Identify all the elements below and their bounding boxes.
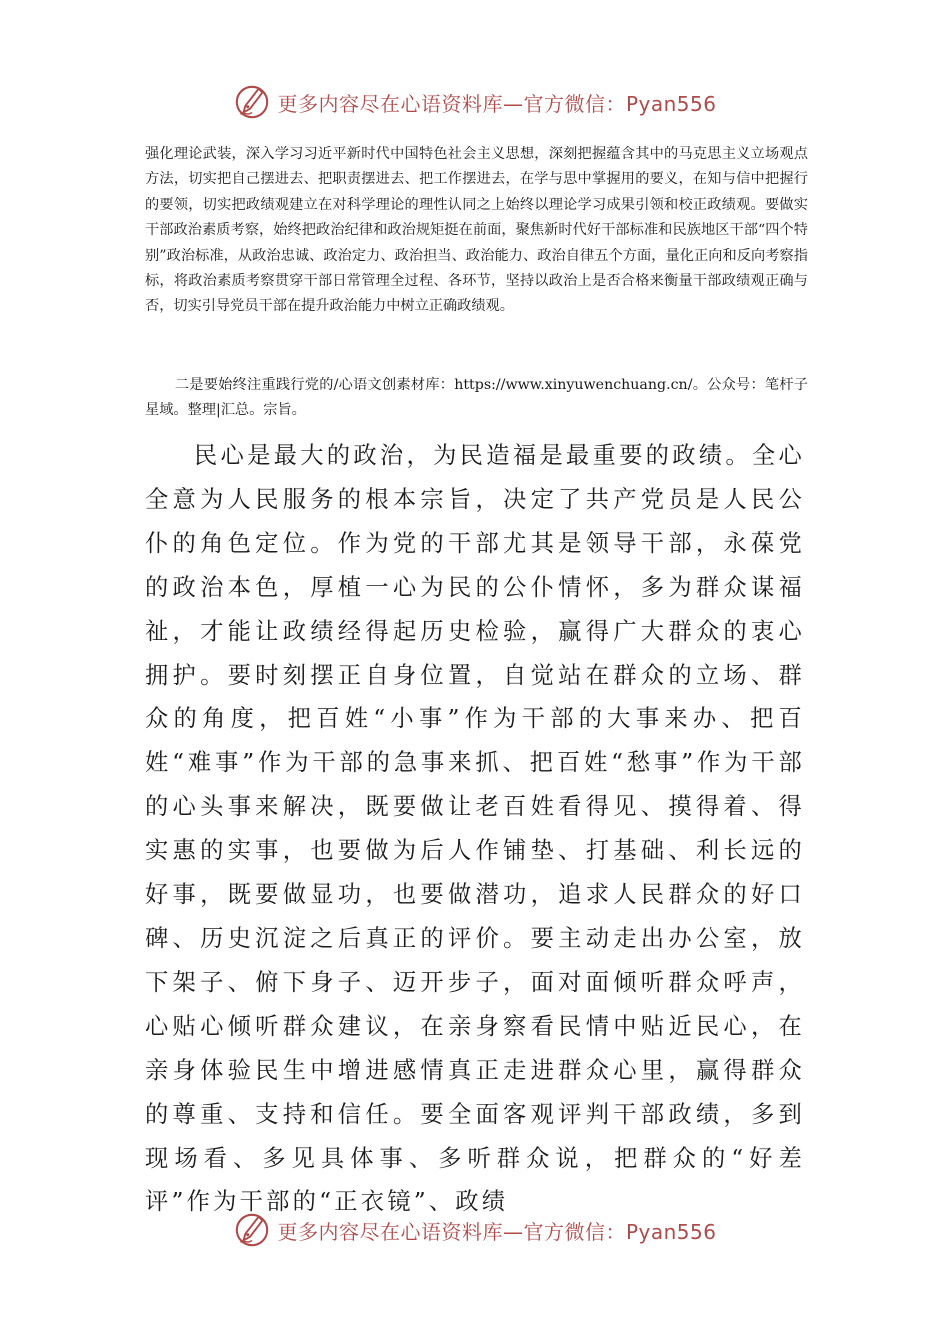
paragraph-heading-two: 二是要始终注重践行党的/心语文创素材库：https://www.xinyuwenchuang.cn/。公众号：笔杆子星域。整理|汇总。宗旨。 — [145, 377, 808, 419]
header-banner — [0, 80, 950, 124]
paragraph-people-politics: 民心是最大的政治，为民造福是最重要的政绩。全心全意为人民服务的根本宗旨，决定了共产党员是人民公仆的角色定位。作为党的干部尤其是领导干部，永葆党的政治本色，厚植一心为民的公仆情怀，多为群众谋福祉，才能让政绩经得起历史检验，赢得广大群众的衷心拥护。要时刻摆正自身位置，自觉站在群众的立场、群众的角度，把百姓“小事”作为干部的大事来办、把百姓“难事”作为干部的急事来抓、把百姓“愁事”作为干部的心头事来解决，既要做让老百姓看得见、摸得着、得实惠的实事，也要做为后人作铺垫、打基础、利长远的好事，既要做显功，也要做潜功，追求人民群众的好口碑、历史沉淀之后真正的评价。要主动走出办公室，放下架子、俯下身子、迈开步子，面对面倾听群众呼声，心贴心倾听群众建议，在亲身察看民情中贴近民心，在亲身体验民生中增进感情真正走进群众心里，赢得群众的尊重、支持和信任。要全面客观评判干部政绩，多到现场看、多见具体事、多听群众说，把群众的“好差评”作为干部的“正衣镜”、政绩 — [145, 442, 805, 1216]
footer-banner — [0, 1208, 950, 1252]
footer-banner-text: 更多内容尽在心语资料库—官方微信：Pyan556 — [277, 1219, 717, 1244]
header-banner-text: 更多内容尽在心语资料库—官方微信：Pyan556 — [277, 91, 717, 116]
pen-nib-logo-icon — [233, 83, 271, 121]
pen-nib-logo-icon — [233, 1211, 271, 1249]
paragraph-theory: 强化理论武装，深入学习习近平新时代中国特色社会主义思想，深刻把握蕴含其中的马克思主义立场观点方法，切实把自己摆进去、把职责摆进去、把工作摆进去，在学与思中掌握用的要义，在知与信中把握行的要领，切实把政绩观建立在对科学理论的理性认同之上始终以理论学习成果引领和校正政绩观。要做实干部政治素质考察，始终把政治纪律和政治规矩挺在前面，聚焦新时代好干部标准和民族地区干部“四个特别”政治标准，从政治忠诚、政治定力、政治担当、政治能力、政治自律五个方面，量化正向和反向考察指标，将政治素质考察贯穿干部日常管理全过程、各环节，坚持以政治上是否合格来衡量干部政绩观正确与否，切实引导党员干部在提升政治能力中树立正确政绩观。 — [145, 146, 808, 315]
